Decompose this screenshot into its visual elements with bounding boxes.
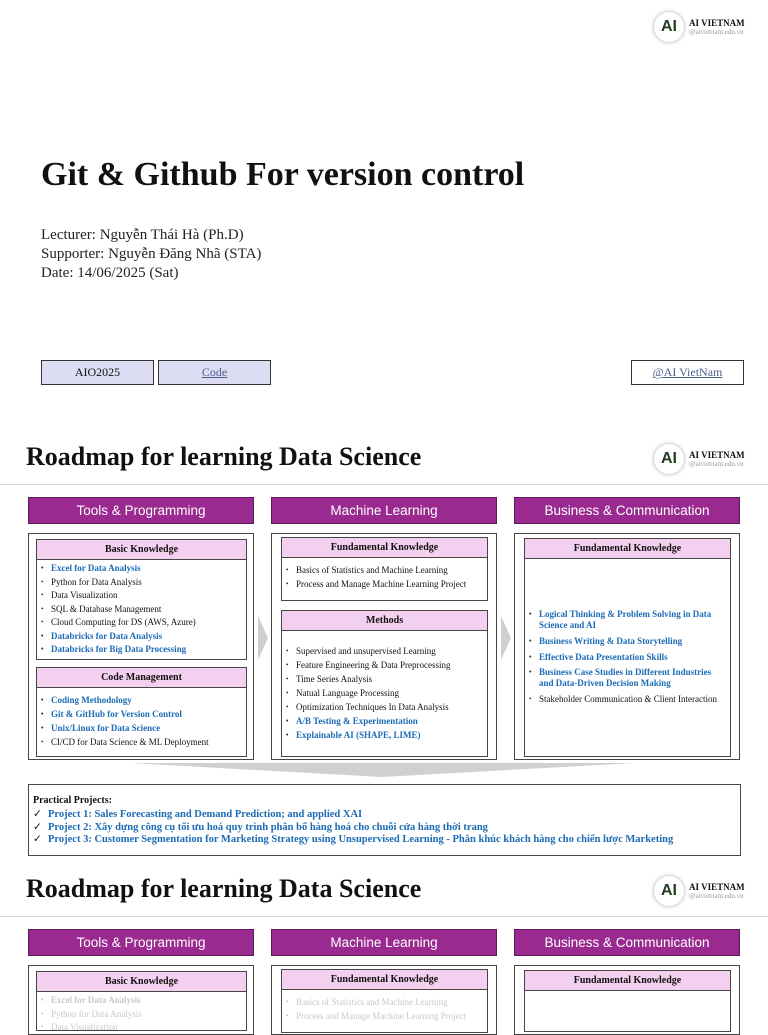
logo-name: AI VIETNAM [689,449,745,460]
basic-knowledge-list [37,992,246,1033]
divider [0,484,768,485]
logo-name: AI VIETNAM [689,17,745,28]
list-item: • Basics of Statistics and Machine Learning [296,564,483,576]
ml-column [271,965,497,1035]
list-item: • Process and Manage Machine Learning Project [296,1010,483,1022]
list-item: • Optimization Techniques In Data Analysis [296,701,483,713]
list-item: • Business Writing & Data Storytelling [539,635,726,647]
arrow-right-icon [258,616,268,660]
basic-knowledge-box [36,971,247,1031]
list-item: • Feature Engineering & Data Preprocessing [296,659,483,671]
project-item [33,821,488,833]
down-chevron-icon [130,763,635,777]
code-management-list [37,688,246,748]
roadmap-title: Roadmap for learning Data Science [26,442,422,471]
ml-fundamental-title: Fundamental Knowledge [282,538,487,558]
methods-box [281,610,488,757]
project-text: Project 3: Customer Segmentation for Marketing Strategy using Unsupervised Learning - Phân khúc khách hàng cho chiến lược Marketing [48,834,674,845]
list-item: • Databricks for Big Data Processing [51,643,242,655]
business-fundamental-list [525,559,730,705]
check-icon: ✓ [33,834,42,845]
list-item: • Python for Data Analysis [51,1008,242,1020]
practical-projects-title: Practical Projects: [33,795,112,806]
lecturer-text: Lecturer: Nguyễn Thái Hà (Ph.D) [41,227,244,243]
list-item: • CI/CD for Data Science & ML Deployment [51,736,242,748]
list-item: • Data Visualization [51,1021,242,1033]
business-fundamental-box [524,970,731,1032]
list-item: • Natual Language Processing [296,687,483,699]
basic-knowledge-list [37,560,246,655]
arrow-right-icon [501,616,511,660]
list-item: • Business Case Studies in Different Industries and Data-Driven Decision Making [539,667,726,689]
ml-header: Machine Learning [271,929,497,956]
business-header: Business & Communication [514,929,740,956]
ml-fundamental-list [282,990,487,1022]
ai-vietnam-logo [654,444,745,474]
list-item: • A/B Testing & Experimentation [296,715,483,727]
course-tag [41,360,154,385]
list-item: • SQL & Database Management [51,603,242,615]
supporter-text: Supporter: Nguyễn Đăng Nhã (STA) [41,246,262,262]
check-icon: ✓ [33,809,42,820]
business-column [514,965,740,1035]
code-management-title: Code Management [37,668,246,688]
community-tag[interactable] [631,360,744,385]
code-link[interactable]: Code [201,365,228,379]
business-fundamental-title: Fundamental Knowledge [525,971,730,991]
logo-mark: AI [654,12,684,42]
lecture-info [41,226,261,283]
date-text: Date: 14/06/2025 (Sat) [41,265,179,281]
practical-projects-box [28,784,741,856]
list-item: • Databricks for Data Analysis [51,630,242,642]
project-item [33,833,673,845]
list-item: • Excel for Data Analysis [51,562,242,574]
ai-vietnam-logo [654,876,745,906]
community-link[interactable]: @AI VietNam [652,365,723,379]
tools-column [28,965,254,1035]
logo-mark: AI [654,444,684,474]
logo-url: @aivietnam.edu.vn [689,891,744,900]
tools-header: Tools & Programming [28,497,254,524]
business-column [514,533,740,760]
list-item: • Cloud Computing for DS (AWS, Azure) [51,616,242,628]
ai-vietnam-logo [654,12,745,42]
basic-knowledge-title: Basic Knowledge [37,972,246,992]
logo-mark: AI [654,876,684,906]
list-item: • Coding Methodology [51,694,242,706]
list-item: • Process and Manage Machine Learning Project [296,578,483,590]
list-item: • Time Series Analysis [296,673,483,685]
code-management-box [36,667,247,757]
list-item: • Python for Data Analysis [51,576,242,588]
divider [0,916,768,917]
project-item [33,808,362,820]
methods-list [282,631,487,741]
ml-fundamental-box [281,537,488,601]
business-header: Business & Communication [514,497,740,524]
list-item: • Excel for Data Analysis [51,994,242,1006]
list-item: • Stakeholder Communication & Client Interaction [539,693,726,705]
code-tag[interactable] [158,360,271,385]
basic-knowledge-box [36,539,247,660]
check-icon: ✓ [33,822,42,833]
ml-column [271,533,497,760]
business-fundamental-title: Fundamental Knowledge [525,539,730,559]
list-item: • Unix/Linux for Data Science [51,722,242,734]
ml-header: Machine Learning [271,497,497,524]
list-item: • Git & GitHub for Version Control [51,708,242,720]
project-text: Project 2: Xây dựng công cụ tối ưu hoá quy trình phân bổ hàng hoá cho chuỗi cửa hàng thời trang [48,822,488,833]
course-tag-label: AIO2025 [74,365,121,379]
ml-fundamental-list [282,558,487,590]
ml-fundamental-title: Fundamental Knowledge [282,970,487,990]
project-text: Project 1: Sales Forecasting and Demand Prediction; and applied XAI [48,809,363,820]
business-fundamental-box [524,538,731,757]
logo-url: @aivietnam.edu.vn [689,459,744,468]
logo-name: AI VIETNAM [689,881,745,892]
list-item: • Basics of Statistics and Machine Learning [296,996,483,1008]
page-title: Git & Github For version control [41,156,525,193]
basic-knowledge-title: Basic Knowledge [37,540,246,560]
tools-header: Tools & Programming [28,929,254,956]
methods-title: Methods [282,611,487,631]
logo-url: @aivietnam.edu.vn [689,27,744,36]
tools-column [28,533,254,760]
list-item: • Data Visualization [51,589,242,601]
list-item: • Explainable AI (SHAPE, LIME) [296,729,483,741]
list-item: • Supervised and unsupervised Learning [296,645,483,657]
ml-fundamental-box [281,969,488,1033]
roadmap-title: Roadmap for learning Data Science [26,874,422,903]
list-item: • Logical Thinking & Problem Solving in Data Science and AI [539,609,726,631]
list-item: • Effective Data Presentation Skills [539,651,726,663]
